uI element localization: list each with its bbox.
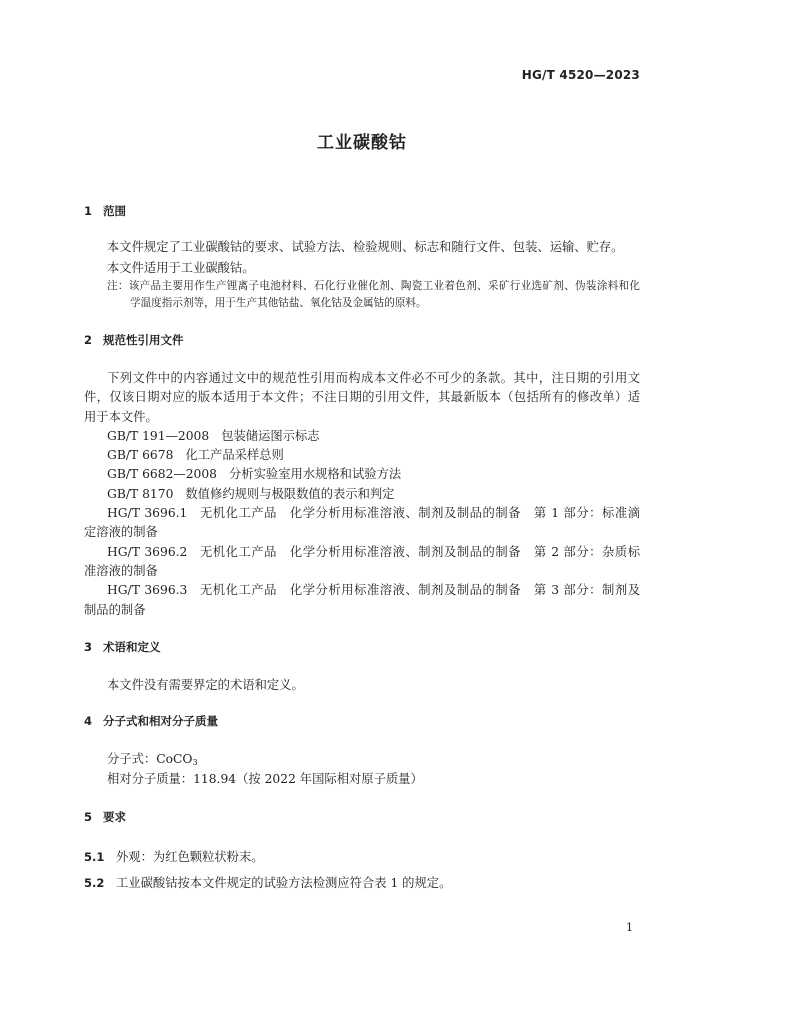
reference-entry [84,427,640,446]
section-title: 规范性引用文件 [103,333,184,347]
section-number: 2 [84,333,93,347]
reference-code: GB/T 6682—2008 [107,467,217,482]
reference-code: HG/T 3696.2 [107,544,188,559]
clause-text: 工业碳酸钴按本文件规定的试验方法检测应符合表 1 的规定。 [116,876,452,890]
section-4-heading [84,713,218,729]
section-2-heading [84,332,184,348]
scope-paragraph: 本文件适用于工业碳酸钴。 [107,260,255,275]
reference-entry [84,446,640,465]
formula-base: CoCO [156,752,193,766]
formula-body [84,750,640,789]
section-5-heading [84,809,126,825]
clause-5-1 [84,847,640,867]
reference-entry [84,504,640,523]
reference-title: 数值修约规则与极限数值的表示和判定 [185,486,395,501]
note-label: 注： [107,280,129,292]
reference-title-continuation: 准溶液的制备 [84,563,158,578]
references-body [84,369,640,620]
intro-line: 件，仅该日期对应的版本适用于本文件；不注日期的引用文件，其最新版本（包括所有的修改单）适 [84,390,640,405]
scope-body [84,237,640,278]
section-title: 术语和定义 [103,640,161,654]
formula-label: 分子式： [107,752,157,766]
section-number: 4 [84,714,93,728]
section-title: 要求 [103,810,126,824]
terms-paragraph: 本文件没有需要界定的术语和定义。 [107,678,304,692]
note-text: 该产品主要用作生产锂离子电池材料、石化行业催化剂、陶瓷工业着色剂、采矿行业选矿剂、伪装涂料和化 [128,280,641,292]
reference-title-continuation: 定溶液的制备 [84,525,158,540]
page-number: 1 [626,921,633,934]
clause-5-2 [84,873,640,893]
reference-entry [84,485,640,504]
section-number: 1 [84,204,93,218]
reference-code: HG/T 3696.3 [107,583,188,598]
formula-subscript: 3 [192,758,198,767]
reference-title: 无机化工产品 化学分析用标准溶液、制剂及制品的制备 第 3 部分：制剂及 [199,583,641,598]
reference-title: 包装储运图示标志 [221,428,320,443]
clause-number: 5.2 [84,876,105,890]
scope-paragraph: 本文件规定了工业碳酸钴的要求、试验方法、检验规则、标志和随行文件、包装、运输、贮存。 [107,240,624,254]
note-line [107,278,640,295]
reference-entry [84,581,640,600]
section-1-heading [84,203,126,219]
reference-code: GB/T 6678 [107,448,174,463]
section-3-heading [84,639,161,655]
reference-title: 无机化工产品 化学分析用标准溶液、制剂及制品的制备 第 1 部分：标准滴 [199,506,641,521]
reference-entry [84,543,640,562]
section-title: 范围 [103,204,126,218]
clause-text: 外观：为红色颗粒状粉末。 [116,850,264,864]
intro-line: 用于本文件。 [84,409,158,424]
reference-title: 分析实验室用水规格和试验方法 [229,467,402,482]
intro-line: 下列文件中的内容通过文中的规范性引用而构成本文件必不可少的条款。其中，注日期的引用文 [107,371,640,385]
clause-number: 5.1 [84,850,105,864]
molecular-formula [84,750,640,770]
section-title: 分子式和相对分子质量 [103,714,218,728]
reference-code: GB/T 191—2008 [107,428,210,443]
molecular-mass: 相对分子质量：118.94（按 2022 年国际相对原子质量） [107,771,423,786]
reference-title: 无机化工产品 化学分析用标准溶液、制剂及制品的制备 第 2 部分：杂质标 [199,544,641,559]
reference-entry [84,465,640,484]
terms-body [84,675,640,695]
reference-code: GB/T 8170 [107,486,174,501]
reference-code: HG/T 3696.1 [107,506,188,521]
document-title: 工业碳酸钴 [317,133,407,153]
scope-note [107,278,640,312]
reference-title-continuation: 制品的制备 [84,602,146,617]
standard-code-header: HG/T 4520—2023 [521,68,640,82]
reference-title: 化工产品采样总则 [185,448,284,463]
section-number: 3 [84,640,93,654]
section-number: 5 [84,810,93,824]
note-line: 学温度指示剂等，用于生产其他钴盐、氧化钴及金属钴的原料。 [130,297,427,309]
